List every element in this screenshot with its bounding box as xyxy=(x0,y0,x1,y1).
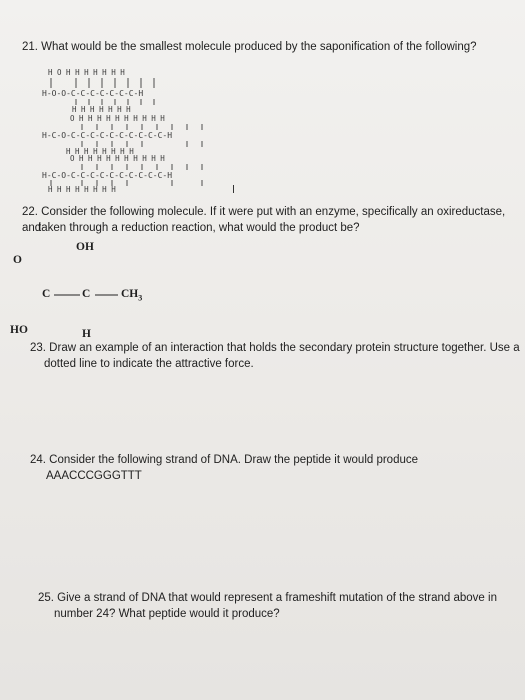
chain3-main: H-C-O-C-C-C-C-C-C-C-C-C-C-H xyxy=(42,171,173,180)
pencil-mark xyxy=(233,185,234,193)
chain1-top-atoms: H O H H H H H H H xyxy=(48,68,125,77)
dna-sequence: AAACCCGGGTTT xyxy=(46,470,142,482)
question-25-line2: number 24? What peptide would it produce? xyxy=(54,608,280,620)
atom-c1: C xyxy=(42,288,51,300)
question-22-line1: 22. Consider the following molecule. If it were put with an enzyme, specifically an oxireductase, and xyxy=(22,206,506,234)
atom-oh: OH xyxy=(76,241,94,253)
chain2-bottom-atoms: H H H H H H H H xyxy=(66,147,134,156)
atom-ch3: $CH_3$ xyxy=(121,288,143,303)
question-25-line1: 25. Give a strand of DNA that would represent a frameshift mutation of the strand above in xyxy=(38,592,497,604)
ketone-molecule xyxy=(0,238,320,338)
chain1-main: H-O-O-C-C-C-C-C-C-C-H xyxy=(42,89,144,98)
atom-h: H xyxy=(82,328,91,340)
chain2-top-atoms: O H H H H H H H H H H xyxy=(70,114,165,123)
question-23-line1: 23. Draw an example of an interaction that holds the secondary protein structure together. Use a xyxy=(30,342,520,354)
question-22-line2: taken through a reduction reaction, what would the product be? xyxy=(38,222,360,234)
question-21: 21. What would be the smallest molecule produced by the saponification of the following? xyxy=(22,41,477,53)
chain3-bottom-atoms: H H H H H H H H xyxy=(48,185,116,194)
atom-o: O xyxy=(13,254,22,266)
question-24-line1: 24. Consider the following strand of DNA. Draw the peptide it would produce xyxy=(30,454,419,466)
chain2-main: H-C-O-C-C-C-C-C-C-C-C-C-C-H xyxy=(42,131,173,140)
triglyceride-structure xyxy=(42,66,242,194)
atom-ho: HO xyxy=(10,324,28,336)
chain3-top-atoms: O H H H H H H H H H H xyxy=(70,154,165,163)
atom-c2: C xyxy=(82,288,91,300)
bond-lines xyxy=(0,238,320,338)
question-23-line2: dotted line to indicate the attractive force. xyxy=(44,358,254,370)
chain1-bottom-atoms: H H H H H H H xyxy=(72,105,131,114)
